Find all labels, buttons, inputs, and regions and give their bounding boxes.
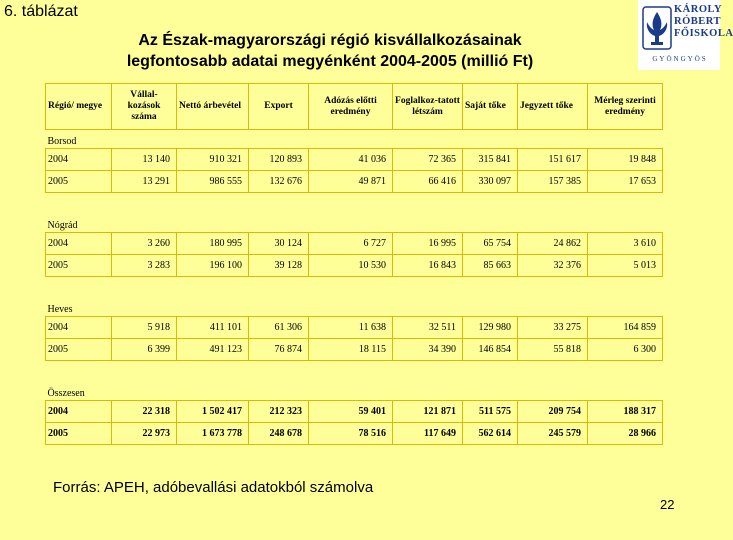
value-cell: 1 502 417	[177, 401, 249, 423]
value-cell: 157 385	[518, 171, 588, 193]
value-cell: 17 653	[588, 171, 663, 193]
value-cell: 16 995	[393, 233, 463, 255]
value-cell: 196 100	[177, 255, 249, 277]
header-equity: Saját tőke	[463, 84, 518, 130]
value-cell: 16 843	[393, 255, 463, 277]
value-cell: 3 260	[112, 233, 177, 255]
header-export: Export	[249, 84, 309, 130]
college-logo	[638, 0, 733, 70]
value-cell: 28 966	[588, 423, 663, 445]
value-cell: 22 973	[112, 423, 177, 445]
value-cell: 1 673 778	[177, 423, 249, 445]
year-cell: 2004	[46, 317, 112, 339]
header-employees: Foglalkoz-tatott létszám	[393, 84, 463, 130]
group-label: Heves	[46, 277, 663, 317]
table-row	[46, 317, 663, 339]
value-cell: 248 678	[249, 423, 309, 445]
group-label: Összesen	[46, 361, 663, 401]
value-cell: 72 365	[393, 149, 463, 171]
header-subscribed-capital: Jegyzett tőke	[518, 84, 588, 130]
value-cell: 6 727	[309, 233, 393, 255]
value-cell: 910 321	[177, 149, 249, 171]
group-row	[46, 277, 663, 317]
value-cell: 5 918	[112, 317, 177, 339]
value-cell: 188 317	[588, 401, 663, 423]
value-cell: 180 995	[177, 233, 249, 255]
value-cell: 3 283	[112, 255, 177, 277]
title-line-2: legfontosabb adatai megyénként 2004-2005 (millió Ft)	[126, 53, 534, 70]
header-balance-profit: Mérleg szerinti eredmény	[588, 84, 663, 130]
value-cell: 19 848	[588, 149, 663, 171]
value-cell: 78 516	[309, 423, 393, 445]
table-row	[46, 401, 663, 423]
value-cell: 129 980	[463, 317, 518, 339]
value-cell: 61 306	[249, 317, 309, 339]
value-cell: 10 530	[309, 255, 393, 277]
source-note: Forrás: APEH, adóbevallási adatokból számolva	[53, 479, 374, 496]
year-cell: 2005	[46, 171, 112, 193]
value-cell: 117 649	[393, 423, 463, 445]
header-region: Régió/ megye	[46, 84, 112, 130]
year-cell: 2005	[46, 339, 112, 361]
value-cell: 32 376	[518, 255, 588, 277]
value-cell: 5 013	[588, 255, 663, 277]
value-cell: 85 663	[463, 255, 518, 277]
value-cell: 562 614	[463, 423, 518, 445]
value-cell: 3 610	[588, 233, 663, 255]
header-net-revenue: Nettó árbevétel	[177, 84, 249, 130]
value-cell: 13 291	[112, 171, 177, 193]
value-cell: 146 854	[463, 339, 518, 361]
value-cell: 209 754	[518, 401, 588, 423]
value-cell: 30 124	[249, 233, 309, 255]
group-row	[46, 361, 663, 401]
value-cell: 121 871	[393, 401, 463, 423]
year-cell: 2004	[46, 401, 112, 423]
value-cell: 13 140	[112, 149, 177, 171]
table-row	[46, 233, 663, 255]
group-label: Nógrád	[46, 193, 663, 233]
group-row	[46, 130, 663, 149]
value-cell: 49 871	[309, 171, 393, 193]
table-row	[46, 423, 663, 445]
table-header-row	[46, 84, 663, 130]
title-line-1: Az Észak-magyarországi régió kisvállalkozásainak	[138, 32, 522, 49]
value-cell: 411 101	[177, 317, 249, 339]
value-cell: 212 323	[249, 401, 309, 423]
value-cell: 151 617	[518, 149, 588, 171]
value-cell: 41 036	[309, 149, 393, 171]
value-cell: 120 893	[249, 149, 309, 171]
table-row	[46, 149, 663, 171]
value-cell: 39 128	[249, 255, 309, 277]
table-row	[46, 171, 663, 193]
value-cell: 18 115	[309, 339, 393, 361]
page-title	[60, 30, 600, 72]
table-label: 6. táblázat	[4, 3, 78, 20]
value-cell: 315 841	[463, 149, 518, 171]
value-cell: 33 275	[518, 317, 588, 339]
value-cell: 76 874	[249, 339, 309, 361]
logo-city: GYÖNGYÖS	[652, 55, 708, 63]
data-table	[45, 83, 663, 445]
value-cell: 491 123	[177, 339, 249, 361]
group-label: Borsod	[46, 130, 663, 149]
value-cell: 986 555	[177, 171, 249, 193]
value-cell: 245 579	[518, 423, 588, 445]
page-number: 22	[660, 497, 675, 512]
value-cell: 59 401	[309, 401, 393, 423]
value-cell: 511 575	[463, 401, 518, 423]
value-cell: 66 416	[393, 171, 463, 193]
header-enterprises: Vállal-kozások száma	[112, 84, 177, 130]
value-cell: 132 676	[249, 171, 309, 193]
value-cell: 65 754	[463, 233, 518, 255]
group-row	[46, 193, 663, 233]
lily-emblem-icon	[642, 6, 672, 50]
year-cell: 2004	[46, 233, 112, 255]
value-cell: 24 862	[518, 233, 588, 255]
value-cell: 55 818	[518, 339, 588, 361]
logo-text: KÁROLY RÓBERT FŐISKOLA	[674, 4, 733, 39]
value-cell: 22 318	[112, 401, 177, 423]
table-row	[46, 255, 663, 277]
value-cell: 11 638	[309, 317, 393, 339]
year-cell: 2005	[46, 255, 112, 277]
value-cell: 6 300	[588, 339, 663, 361]
table-row	[46, 339, 663, 361]
value-cell: 32 511	[393, 317, 463, 339]
year-cell: 2005	[46, 423, 112, 445]
value-cell: 34 390	[393, 339, 463, 361]
header-pretax-profit: Adózás előtti eredmény	[309, 84, 393, 130]
value-cell: 6 399	[112, 339, 177, 361]
value-cell: 164 859	[588, 317, 663, 339]
year-cell: 2004	[46, 149, 112, 171]
value-cell: 330 097	[463, 171, 518, 193]
